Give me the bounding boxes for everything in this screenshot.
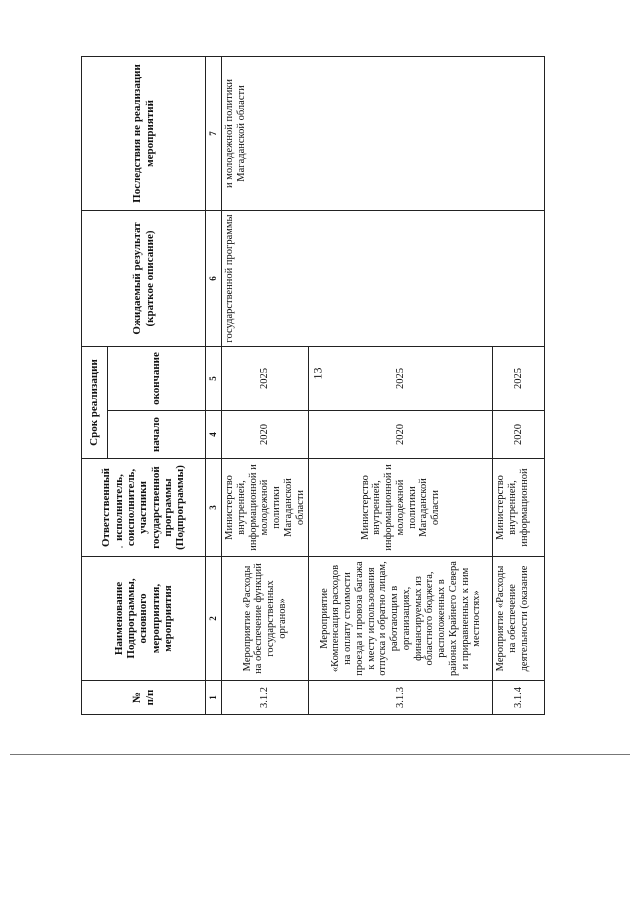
header-term: Срок реализации [82,346,108,458]
row-name: Мероприятие «Компенсация расходов на оплату стоимости проезда и провоза багажа к месту использования отпуска и обратно лицам, работающим в организациях, финансируемых из областного бюджета, расположенных в районах Крайнего Севера и приравненных к ним местностях» [309,557,493,681]
program-measures-table [81,56,545,715]
row-start: 2020 [493,411,545,459]
row-end: 2025 [222,346,309,410]
row-num: 3.1.4 [493,681,545,715]
header-name: Наименование Подпрограммы, основного мероприятия, мероприятия [82,557,206,681]
rotated-table-container [81,57,543,715]
header-end: окончание [108,346,206,410]
row-end: 2025 [309,346,493,410]
table-row [222,56,309,714]
col-number-1: 1 [206,681,222,715]
col-number-7: 7 [206,56,222,210]
page-divider-line [10,754,630,755]
row-result: государственной программы [222,210,545,346]
row-start: 2020 [222,411,309,459]
header-start: начало [108,411,206,459]
header-responsible: Ответственный исполнитель, соисполнитель, участники государственной программы (Подпрограммы) [82,459,206,557]
row-consequences: и молодежной политики Магаданской области [222,56,545,210]
col-number-4: 4 [206,411,222,459]
page-number: 13 [310,367,325,380]
row-end: 2025 [493,346,545,410]
table-rotor [81,57,543,715]
col-number-5: 5 [206,346,222,410]
row-responsible: Министерство внутренней, информационной и молодежной политики Магаданской области [309,459,493,557]
row-num: 3.1.3 [309,681,493,715]
header-result: Ожидаемый результат (краткое описание) [82,210,206,346]
col-number-2: 2 [206,557,222,681]
col-number-3: 3 [206,459,222,557]
row-num: 3.1.2 [222,681,309,715]
header-num: № п/п [82,681,206,715]
row-responsible: Министерство внутренней, информационной и молодежной политики Магаданской области [222,459,309,557]
header-consequences: Последствия не реализации мероприятий [82,56,206,210]
col-number-6: 6 [206,210,222,346]
row-responsible: Министерство внутренней, информационной [493,459,545,557]
row-name: Мероприятие «Расходы на обеспечение деятельности (оказание [493,557,545,681]
row-name: Мероприятие «Расходы на обеспечение функций государственных органов» [222,557,309,681]
row-start: 2020 [309,411,493,459]
